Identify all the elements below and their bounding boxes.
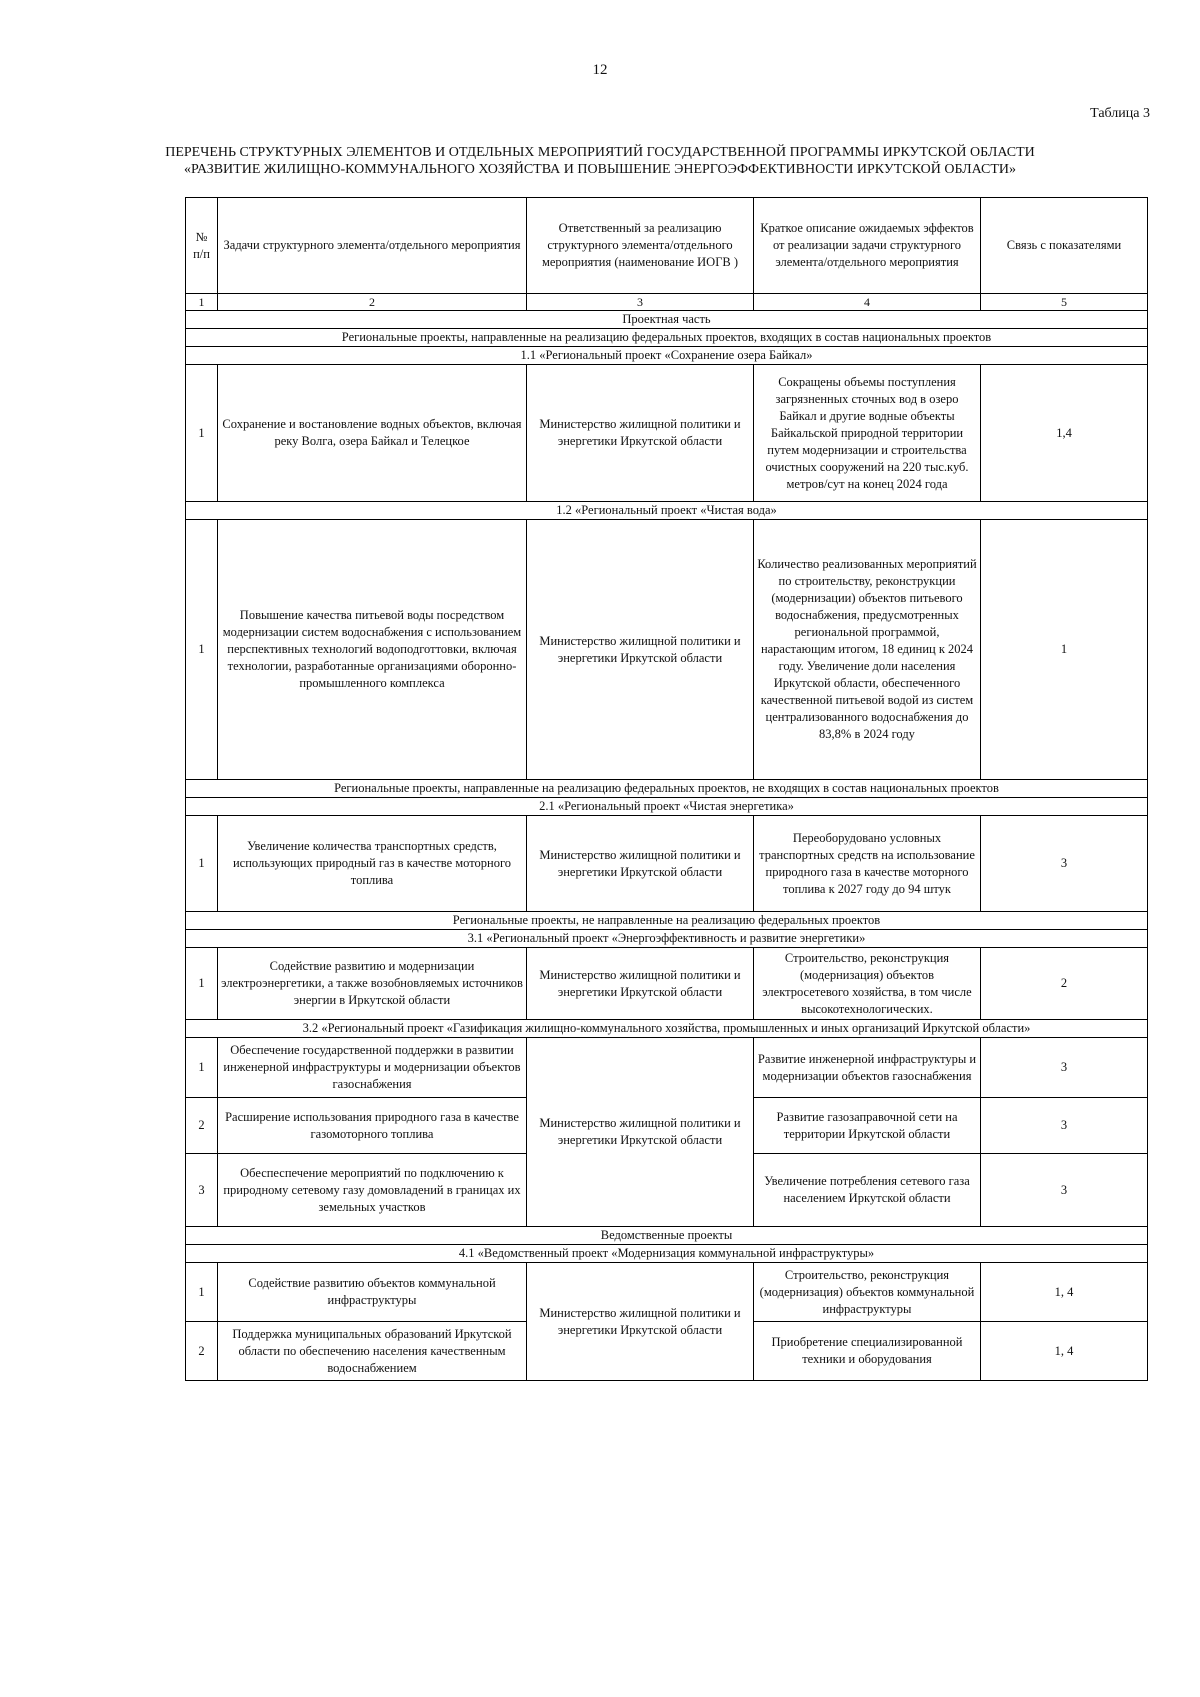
row-task: Повышение качества питьевой воды посредством модернизации систем водоснабжения с использованием перспективных технологий водоподготтовки, включая технологии, разработанные организациями оборонно-промышленного комплекса (218, 520, 527, 780)
column-number: 3 (527, 294, 754, 311)
header-task: Задачи структурного элемента/отдельного мероприятия (218, 198, 527, 294)
row-task: Расширение использования природного газа в качестве газомоторного топлива (218, 1098, 527, 1154)
row-task: Обеспеспечение мероприятий по подключению к природному сетевому газу домовладений в границах их земельных участков (218, 1154, 527, 1227)
row-number: 1 (186, 1263, 218, 1322)
row-task: Обеспечение государственной поддержки в развитии инженерной инфраструктуры и модернизации объектов газоснабжения (218, 1038, 527, 1098)
column-number: 1 (186, 294, 218, 311)
title-line-2: «РАЗВИТИЕ ЖИЛИЩНО-КОММУНАЛЬНОГО ХОЗЯЙСТВА И ПОВЫШЕНИЕ ЭНЕРГОЭФФЕКТИВНОСТИ ИРКУТСКОЙ ОБЛАСТИ» (183, 162, 1017, 177)
row-indicators: 1, 4 (981, 1322, 1148, 1381)
table-row (186, 520, 1148, 780)
row-task: Содействие развитию объектов коммунальной инфраструктуры (218, 1263, 527, 1322)
section-heading: Региональные проекты, не направленные на реализацию федеральных проектов (186, 912, 1148, 930)
row-number: 1 (186, 1038, 218, 1098)
header-indicators: Связь с показателями (981, 198, 1148, 294)
row-effect: Количество реализованных мероприятий по строительству, реконструкции (модернизации) объектов питьевого водоснабжения, предусмотренных региональной программой, нарастающим итогом, 18 единиц к 2024 году. Увеличение доли населения Иркутской области, обеспеченного качественной питьевой водой из систем централизованного водоснабжения до 83,8% в 2024 году (754, 520, 981, 780)
row-responsible: Министерство жилищной политики и энергетики Иркутской области (527, 1038, 754, 1227)
row-number: 2 (186, 1098, 218, 1154)
row-task: Поддержка муниципальных образований Иркутской области по обеспечению населения качественным водоснабжением (218, 1322, 527, 1381)
table-row (186, 1263, 1148, 1322)
row-indicators: 3 (981, 1154, 1148, 1227)
column-numbers-row (186, 294, 1148, 311)
project-heading: 3.1 «Региональный проект «Энергоэффективность и развитие энергетики» (186, 930, 1148, 948)
row-effect: Сокращены объемы поступления загрязненных сточных вод в озеро Байкал и другие водные объекты Байкальской природной территории путем модернизации и строительства очистных сооружений на 220 тыс.куб. метров/сут на конец 2024 года (754, 365, 981, 502)
row-number: 1 (186, 816, 218, 912)
section-heading: Региональные проекты, направленные на реализацию федеральных проектов, входящих в состав национальных проектов (186, 329, 1148, 347)
column-number: 5 (981, 294, 1148, 311)
row-effect: Развитие газозаправочной сети на территории Иркутской области (754, 1098, 981, 1154)
row-effect: Приобретение специализированной техники и оборудования (754, 1322, 981, 1381)
table-row (186, 1038, 1148, 1098)
row-effect: Строительство, реконструкция (модернизация) объектов коммунальной инфраструктуры (754, 1263, 981, 1322)
row-effect: Переоборудовано условных транспортных средств на использование природного газа в качестве моторного топлива к 2027 году до 94 штук (754, 816, 981, 912)
column-number: 2 (218, 294, 527, 311)
row-number: 1 (186, 948, 218, 1020)
section-heading: Ведомственные проекты (186, 1227, 1148, 1245)
programme-table (185, 197, 1148, 1381)
row-number: 3 (186, 1154, 218, 1227)
document-title (0, 144, 1200, 178)
row-responsible: Министерство жилищной политики и энергетики Иркутской области (527, 520, 754, 780)
row-task: Увеличение количества транспортных средств, использующих природный газ в качестве моторного топлива (218, 816, 527, 912)
row-responsible: Министерство жилищной политики и энергетики Иркутской области (527, 365, 754, 502)
header-effect: Краткое описание ожидаемых эффектов от реализации задачи структурного элемента/отдельного мероприятия (754, 198, 981, 294)
row-indicators: 3 (981, 816, 1148, 912)
table-row (186, 816, 1148, 912)
row-task: Содействие развитию и модернизации электроэнергетики, а также возобновляемых источников энергии в Иркутской области (218, 948, 527, 1020)
row-responsible: Министерство жилищной политики и энергетики Иркутской области (527, 1263, 754, 1381)
row-number: 2 (186, 1322, 218, 1381)
header-number: № п/п (186, 198, 218, 294)
section-heading: Региональные проекты, направленные на реализацию федеральных проектов, не входящих в состав национальных проектов (186, 780, 1148, 798)
project-heading: 1.2 «Региональный проект «Чистая вода» (186, 502, 1148, 520)
row-indicators: 1, 4 (981, 1263, 1148, 1322)
row-effect: Развитие инженерной инфраструктуры и модернизации объектов газоснабжения (754, 1038, 981, 1098)
row-indicators: 3 (981, 1038, 1148, 1098)
header-row (186, 198, 1148, 294)
row-indicators: 1,4 (981, 365, 1148, 502)
project-heading: 1.1 «Региональный проект «Сохранение озера Байкал» (186, 347, 1148, 365)
row-responsible: Министерство жилищной политики и энергетики Иркутской области (527, 816, 754, 912)
row-number: 1 (186, 365, 218, 502)
row-number: 1 (186, 520, 218, 780)
row-indicators: 3 (981, 1098, 1148, 1154)
row-effect: Увеличение потребления сетевого газа населением Иркутской области (754, 1154, 981, 1227)
row-indicators: 2 (981, 948, 1148, 1020)
row-task: Сохранение и востановление водных объектов, включая реку Волга, озера Байкал и Телецкое (218, 365, 527, 502)
header-responsible: Ответственный за реализацию структурного элемента/отдельного мероприятия (наименование ИОГВ ) (527, 198, 754, 294)
table-row (186, 948, 1148, 1020)
project-heading: 4.1 «Ведомственный проект «Модернизация коммунальной инфраструктуры» (186, 1245, 1148, 1263)
table-label: Таблица 3 (1090, 106, 1150, 121)
title-line-1: ПЕРЕЧЕНЬ СТРУКТУРНЫХ ЭЛЕМЕНТОВ И ОТДЕЛЬНЫХ МЕРОПРИЯТИЙ ГОСУДАРСТВЕННОЙ ПРОГРАММЫ ИРКУТСКОЙ ОБЛАСТИ (165, 145, 1035, 160)
project-heading: 3.2 «Региональный проект «Газификация жилищно-коммунального хозяйства, промышленных и иных организаций Иркутской области» (186, 1020, 1148, 1038)
page-number: 12 (592, 62, 608, 78)
project-heading: 2.1 «Региональный проект «Чистая энергетика» (186, 798, 1148, 816)
row-responsible: Министерство жилищной политики и энергетики Иркутской области (527, 948, 754, 1020)
row-indicators: 1 (981, 520, 1148, 780)
row-effect: Строительство, реконструкция (модернизация) объектов электросетевого хозяйства, в том числе высокотехнологических. (754, 948, 981, 1020)
column-number: 4 (754, 294, 981, 311)
section-heading: Проектная часть (186, 311, 1148, 329)
table-row (186, 365, 1148, 502)
